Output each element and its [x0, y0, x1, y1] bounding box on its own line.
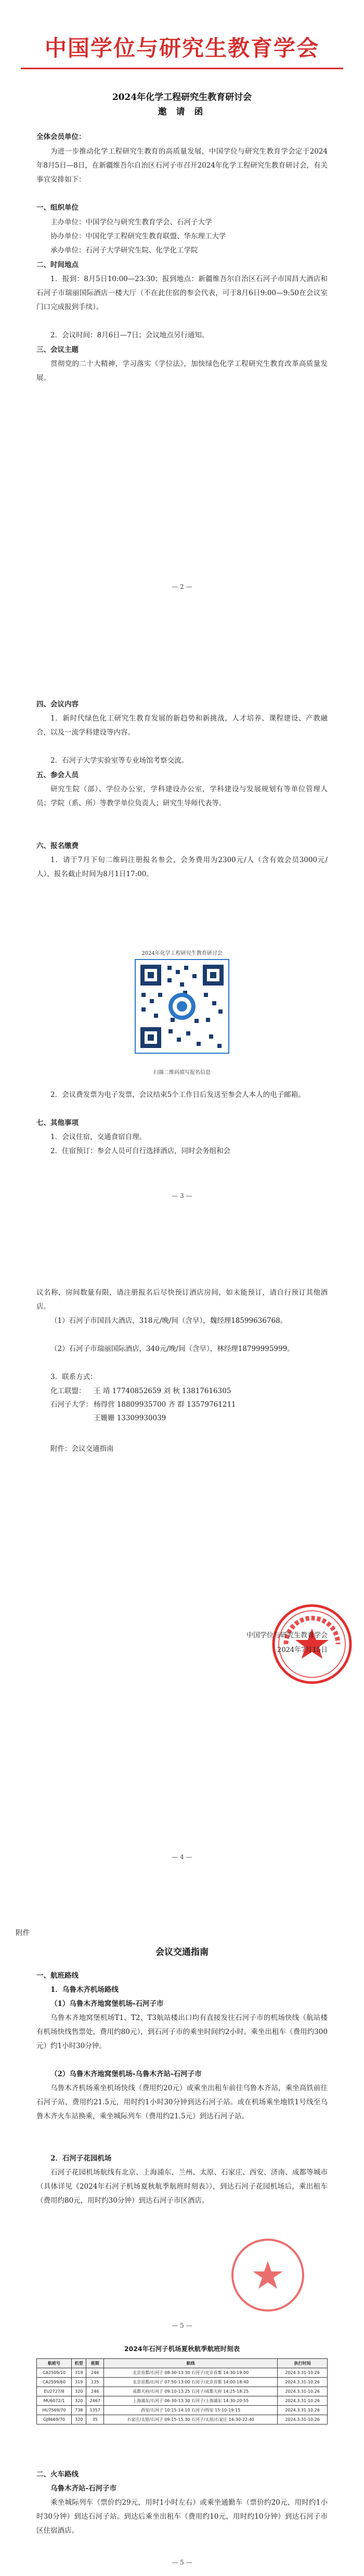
table-cell: 319	[72, 2368, 86, 2378]
organizer-host: 主办单位：中国学位与研究生教育学会、石河子大学	[50, 218, 212, 226]
section-7-title: 七、其他事项	[36, 1119, 79, 1127]
table-cell: 738	[72, 2406, 86, 2415]
document-subtitle: 邀 请 函	[158, 107, 206, 117]
registration-info: 1．报到：8月5日10:00—23:30；报到地点：新疆维吾尔自治区石河子市国昌大酒店和石河子市瑞丽国际酒店一楼大厅（不在此住宿的参会代表，可于8月6日9:00—9:50在会议室门口完成报到手续）。	[36, 275, 328, 311]
huayuan-text: 石河子花园机场航线有北京、上海浦东、兰州、太原、石家庄、西安、济南、成都等城市（具体详见《2024年石河子机场夏秋航季航班时刻表》），到达石河子花园机场后，乘出租车（费用约80元，用时约30分钟）到达石河子市区酒店。	[36, 2168, 328, 2205]
contact-extra: 王姗姗 13309930039	[94, 1414, 166, 1422]
annex-title: 会议交通指南	[155, 1947, 209, 1958]
section-2-title: 二、时间地点	[36, 261, 79, 269]
schedule-header-4: 执行时间	[278, 2359, 328, 2368]
signature-date: 2024年7月15日	[277, 1646, 328, 1654]
table-cell: 北京首都/石河子 08:30-13:30 石河子/北京首都 14:30-19:00	[104, 2368, 278, 2378]
annex-label: 附件	[16, 1929, 30, 1937]
qr-caption-top: 2024年化学工程研究生教育研讨会	[141, 951, 223, 956]
table-cell: 石家庄/太原/石河子 09:15-15:30 石河子/太原/石家庄 16:30-22:40	[104, 2415, 278, 2425]
contact-university: 杨得营 18809935700 齐 群 13579761211	[94, 1400, 236, 1409]
contact-heading: 3．联系方式：	[50, 1373, 97, 1381]
schedule-header-1: 机型	[72, 2359, 86, 2368]
intro-paragraph: 为进一步推动化学工程研究生教育的高质量发展，中国学位与研究生教育学会定于2024年8月5日—8日，在新疆维吾尔自治区石河子市召开2024年化学工程研究生教育研讨会，有关事宜安排如下：	[36, 147, 328, 184]
page-number-4: — 5 —	[172, 2322, 192, 2329]
table-cell: 2024.3.31-10.26	[278, 2396, 328, 2406]
airport-route-title: 1．乌鲁木齐机场路线	[50, 1986, 119, 1994]
route-1-text: 乌鲁木齐地窝堡机场T1、T2、T3航站楼出口均有直接发往石河子市的机场快线（航站楼有机场快线售票处，费用约80元），到石河子市的乘坐时间约2小时。乘坐出租车（费用约300元）约1小时30分钟。	[36, 2014, 328, 2050]
table-cell: 2024.3.31-10.26	[278, 2387, 328, 2396]
theme-paragraph: 贯彻党的二十大精神，学习落实《学位法》，加快绿色化学工程研究生教育改革高质量发展。	[36, 360, 328, 382]
seal-stamp-icon	[229, 2236, 307, 2314]
route-2-title: （2）乌鲁木齐地窝堡机场-乌鲁木齐站-石河子市	[50, 2070, 202, 2078]
page-number-2: — 3 —	[172, 1192, 192, 1199]
table-cell: 320	[72, 2387, 86, 2396]
table-cell: CA2509/10	[37, 2368, 72, 2378]
qr-code-icon	[121, 956, 243, 1066]
hotel-1: （1）石河子市国昌大酒店，318元/晚/间（含早），魏经理18599636768。	[50, 1317, 288, 1325]
table-cell: 北京首都/石河子 07:50-13:00 石河子/北京首都 14:00-18:40	[104, 2378, 278, 2387]
table-cell: 246	[86, 2368, 104, 2378]
page-number-3: — 4 —	[172, 1853, 192, 1861]
table-cell: 2467	[86, 2396, 104, 2406]
hotel-note: 议名称，房间数量有限，请注册报名后尽快预订酒店房间，如未能预订，请自行预订其他酒店。	[36, 1289, 328, 1311]
table-cell: 1357	[86, 2406, 104, 2415]
table-cell: 2024.3.31-10.26	[278, 2378, 328, 2387]
page-number-5: — 5 —	[172, 2559, 192, 2566]
route-1-title: （1）乌鲁木齐地窝堡机场-石河子市	[50, 2000, 164, 2008]
hotel-2: （2）石河子市瑞丽国际酒店，340元/晚/间（含早），林经理18799995999。	[50, 1345, 294, 1353]
table-row	[37, 2415, 328, 2425]
table-cell: 2024.3.31-10.26	[278, 2415, 328, 2425]
page-number-1: — 2 —	[172, 583, 192, 590]
table-cell: 35	[86, 2415, 104, 2425]
invoice-paragraph: 2．会议费发票为电子发票，会议结束5个工作日后发送至参会人本人的电子邮箱。	[50, 1091, 305, 1099]
schedule-title: 2024年石河子机场夏秋航季航班时刻表	[124, 2345, 240, 2353]
table-cell: 2024.3.31-10.26	[278, 2406, 328, 2415]
table-cell: 135	[86, 2378, 104, 2387]
table-cell: GJ8669/70	[37, 2415, 72, 2425]
annex-section-2: 二、火车路线	[36, 2470, 79, 2479]
organizer-undertaker: 承办单位：石河子大学研究生院、化学化工学院	[50, 246, 198, 255]
table-cell: 319	[72, 2378, 86, 2387]
table-cell: 246	[86, 2387, 104, 2396]
table-cell: 西安/石河子 10:15-14:10 石河子/西安 15:10-19:15	[104, 2406, 278, 2415]
organizer-co: 协办单位：中国化学工程研究生教育联盟、华东理工大学	[50, 232, 226, 241]
content-item-1: 1．新时代绿色化工研究生教育发展的新趋势和新挑战，人才培养、课程建设、产教融合，以及一流学科建设等内容。	[36, 714, 328, 737]
other-item-2: 2．住宿预订：参会人员可自行选择酒店，同时会务组和会	[50, 1147, 231, 1155]
section-4-title: 四、会议内容	[36, 700, 79, 709]
schedule-header-2: 班期	[86, 2359, 104, 2368]
salutation: 全体会员单位：	[36, 133, 86, 141]
document-title: 2024年化学工程研究生教育研讨会	[112, 92, 252, 103]
participants-paragraph: 研究生院（部）、学位办公室，学科建设办公室，学科建设与发展规划有等单位管理人员；学院（系、所）等教学单位负责人；研究生导师代表等。	[36, 785, 328, 807]
train-route-text: 乘坐城际列车（票价约29元，用时1小时左右）或乘坐通勤车（票价约20元，用时约1小时30分钟）到达石河子站。到达后乘坐出租车（费用约10元，用时约10分钟）到达石河子市区住宿酒店。	[36, 2498, 328, 2535]
other-item-1: 1．会议住宿，交通食宿自理。	[50, 1133, 147, 1141]
registration-qr[interactable]	[121, 949, 243, 1079]
contact-union-label: 化工联盟：	[50, 1387, 86, 1395]
qr-caption-bottom: 扫描二维码填写报名信息	[153, 1070, 211, 1076]
table-cell: 上海浦东/石河子 06:30-13:30 石河子/上海浦东 14:30-20:55	[104, 2396, 278, 2406]
contact-union: 王 靖 17740852659 刘 秋 13817616305	[94, 1387, 231, 1395]
signature-org: 中国学位与研究生教育学会	[246, 1632, 328, 1639]
section-3-title: 三、会议主题	[36, 346, 79, 354]
annex-section-1: 一、航班路线	[36, 1972, 79, 1980]
contact-university-label: 石河子大学：	[50, 1400, 93, 1409]
table-cell: 320	[72, 2415, 86, 2425]
fee-paragraph: 1．请于7月下旬二维码注册报名参会，会务费用为2300元/人（含有效会员3000元/人），报名截止时间为8月1日17:00。	[36, 856, 328, 878]
table-row	[37, 2378, 328, 2387]
flight-schedule-table	[36, 2358, 328, 2425]
table-cell: 320	[72, 2396, 86, 2406]
attachment-note: 附件：会议交通指南	[50, 1445, 114, 1453]
schedule-header-0: 航班号	[37, 2359, 72, 2368]
table-row	[37, 2368, 328, 2378]
table-cell: CA2599/60	[37, 2378, 72, 2387]
table-cell: 2024.3.31-10.26	[278, 2368, 328, 2378]
route-2-text: 乌鲁木齐机场乘坐机场快线（费用约20元）或乘坐出租车前往乌鲁木齐站，乘坐高铁前往石河子站，费用约21.5元，用时约1小时30分钟到达石河子站。或在机场乘坐地铁1号线至乌鲁木齐火车站换乘，乘坐城际列车（费用约21.5元）到达石河子站。	[36, 2084, 328, 2120]
table-cell: 成都天府/石河子 09:10-13:25 石河子/成都天府 14:25-18:25	[104, 2387, 278, 2396]
letterhead-rule	[21, 68, 343, 69]
huayuan-title: 2．石河子花园机场	[50, 2154, 112, 2163]
table-cell: HU7569/70	[37, 2406, 72, 2415]
table-cell: EU2727/8	[37, 2387, 72, 2396]
table-row	[37, 2396, 328, 2406]
letterhead-title: 中国学位与研究生教育学会	[44, 35, 319, 61]
table-cell: MU6072/1	[37, 2396, 72, 2406]
section-1-title: 一、组织单位	[36, 204, 79, 212]
meeting-time: 2．会议时间：8月6日—7日；会议地点另行通知。	[50, 331, 209, 339]
train-route-title: 乌鲁木齐站-石河子市	[50, 2484, 117, 2493]
section-6-title: 六、报名缴费	[36, 842, 79, 850]
table-row	[37, 2406, 328, 2415]
section-5-title: 五、参会人员	[36, 771, 79, 779]
table-row	[37, 2387, 328, 2396]
content-item-2: 2．石河子大学实验室等专业场馆考察交流。	[50, 756, 189, 765]
page-3	[0, 1229, 364, 1895]
schedule-header-3: 航线	[104, 2359, 278, 2368]
